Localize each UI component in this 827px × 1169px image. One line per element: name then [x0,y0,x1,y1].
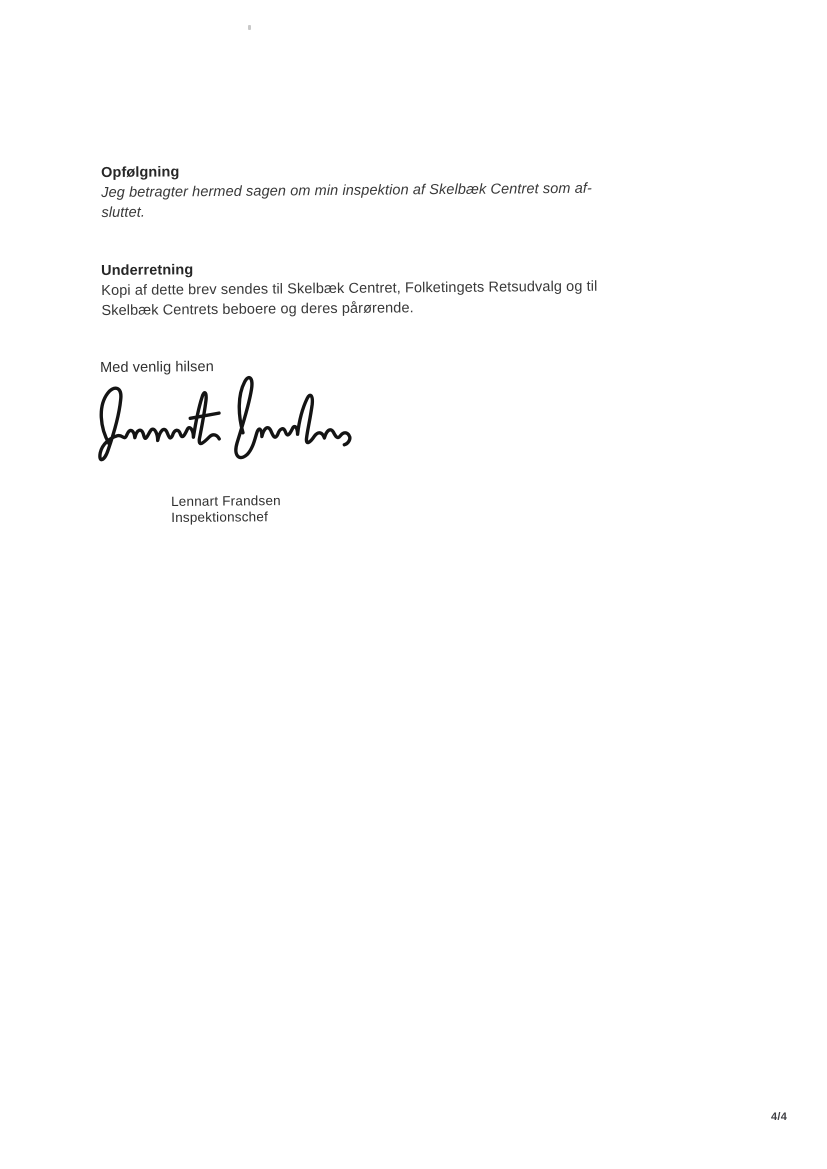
scan-artifact-speck [248,25,251,30]
section-heading: Underretning [101,262,194,279]
signer-name: Lennart Frandsen [171,493,281,509]
section-heading: Opfølgning [101,164,180,181]
page-number: 4/4 [771,1111,788,1123]
section-underretning [101,257,602,321]
handwritten-signature-icon [96,368,355,470]
paragraph-line: Jeg betragter hermed sagen om min inspektion af Skelbæk Centret som af- [101,180,592,201]
paragraph-line: Kopi af dette brev sendes til Skelbæk Centret, Folketingets Retsudvalg og til [101,278,598,299]
section-opfolgning [101,159,602,223]
signer-identity [171,493,281,526]
paragraph-line: Skelbæk Centrets beboere og deres pårørende. [101,300,414,319]
salutation-text: Med venlig hilsen [100,359,214,376]
paragraph-line: sluttet. [101,204,146,221]
signer-title: Inspektionschef [171,509,269,525]
